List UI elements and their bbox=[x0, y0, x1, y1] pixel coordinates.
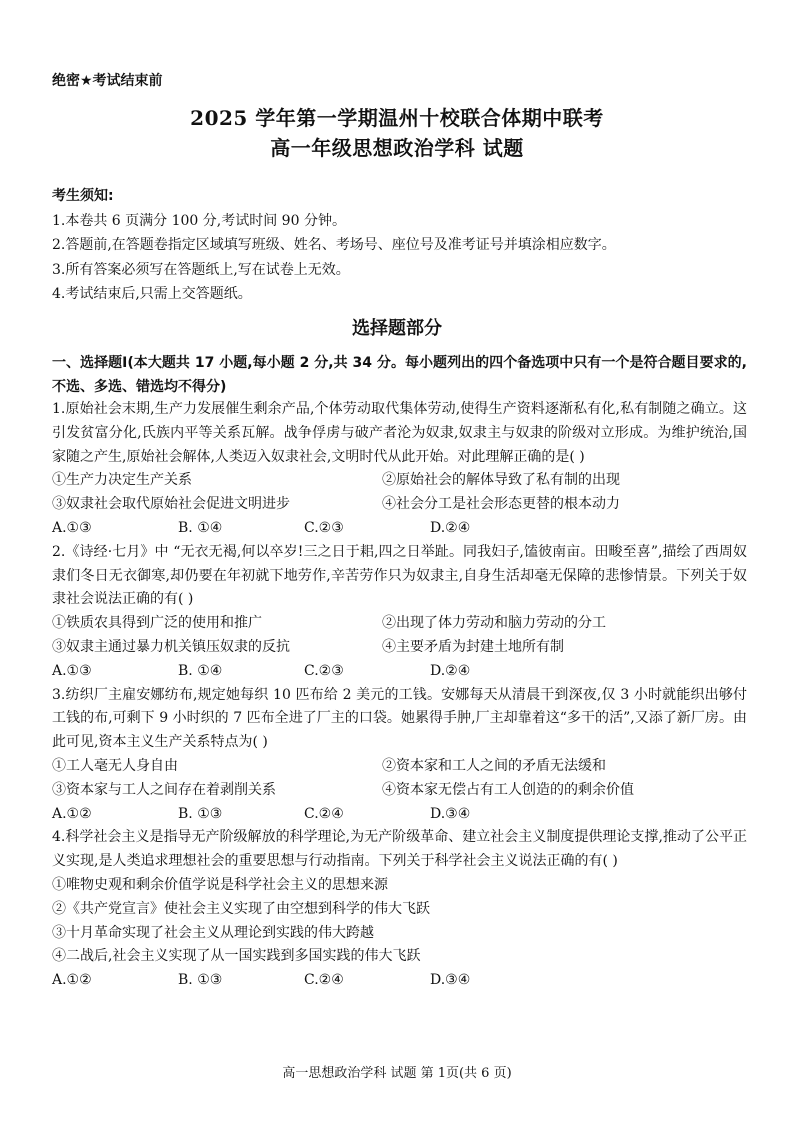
statement-option: ①铁质农具得到广泛的使用和推广 bbox=[52, 615, 262, 632]
answer-choices bbox=[52, 517, 747, 541]
answer-choice: B. ①③ bbox=[178, 805, 223, 822]
exam-title-line1: 2025 学年第一学期温州十校联合体期中联考 bbox=[190, 106, 604, 130]
notice-heading: 考生须知: bbox=[52, 188, 114, 204]
notice-item: 2.答题前,在答题卷指定区域填写班级、姓名、考场号、座位号及准考证号并填涂相应数字。 bbox=[52, 237, 616, 253]
answer-choices bbox=[52, 660, 747, 684]
statement-option: ④二战后,社会主义实现了从一国实践到多国实践的伟大飞跃 bbox=[52, 948, 421, 965]
statement-option: ①工人毫无人身自由 bbox=[52, 757, 178, 774]
question-list bbox=[52, 398, 747, 993]
statement-option: ②原始社会的解体导致了私有制的出现 bbox=[382, 472, 620, 489]
answer-choice: C.②④ bbox=[304, 805, 344, 822]
answer-choice: B. ①④ bbox=[178, 662, 223, 679]
notice-item: 3.所有答案必须写在答题纸上,写在试卷上无效。 bbox=[52, 261, 350, 278]
question bbox=[52, 826, 747, 993]
exam-title-line2: 高一年级思想政治学科 试题 bbox=[270, 136, 524, 160]
answer-choices bbox=[52, 803, 747, 827]
question-stem: 1.原始社会末期,生产力发展催生剩余产品,个体劳动取代集体劳动,使得生产资料逐渐私有化,私有制随之确立。这引发贫富分化,氏族内平等关系瓦解。战争俘虏与破产者沦为奴隶,奴隶主与奴隶的阶级对立形成。为维护统治,国家随之产生,原始社会解体,人类迈入奴隶社会,文明时代从此开始。对此理解正确的是( ) bbox=[52, 401, 747, 465]
answer-choice: D.③④ bbox=[430, 972, 471, 989]
statement-option: ③十月革命实现了社会主义从理论到实践的伟大跨越 bbox=[52, 924, 374, 941]
answer-choice: D.②④ bbox=[430, 519, 471, 536]
statement-option: ④主要矛盾为封建土地所有制 bbox=[382, 638, 564, 655]
answer-choice: D.③④ bbox=[430, 805, 471, 822]
page-footer: 高一思想政治学科 试题 第 1页(共 6 页) bbox=[282, 1066, 512, 1081]
answer-choice: A.①② bbox=[52, 972, 92, 989]
answer-choice: B. ①③ bbox=[178, 972, 223, 989]
answer-choice: A.①② bbox=[52, 805, 92, 822]
question bbox=[52, 541, 747, 684]
statement-option: ②出现了体力劳动和脑力劳动的分工 bbox=[382, 615, 606, 632]
statement-option: ③资本家与工人之间存在着剥削关系 bbox=[52, 781, 276, 798]
question-stem: 4.科学社会主义是指导无产阶级解放的科学理论,为无产阶级革命、建立社会主义制度提供理论支撑,推动了公平正义实现,是人类追求理想社会的重要思想与行动指南。下列关于科学社会主义说法正确的有( ) bbox=[52, 829, 747, 870]
section-title: 选择题部分 bbox=[352, 318, 442, 339]
question bbox=[52, 684, 747, 827]
answer-choices bbox=[52, 969, 747, 993]
answer-choice: A.①③ bbox=[52, 519, 92, 536]
question bbox=[52, 398, 747, 541]
answer-choice: C.②④ bbox=[304, 972, 344, 989]
answer-choice: C.②③ bbox=[304, 519, 344, 536]
statement-option: ③奴隶主通过暴力机关镇压奴隶的反抗 bbox=[52, 638, 290, 655]
statement-option: ①唯物史观和剩余价值学说是科学社会主义的思想来源 bbox=[52, 876, 388, 893]
answer-choice: D.②④ bbox=[430, 662, 471, 679]
question-stem: 3.纺织厂主雇安娜纺布,规定她每织 10 匹布给 2 美元的工钱。安娜每天从清晨干到深夜,仅 3 小时就能织出够付工钱的布,可剩下 9 小时织的 7 匹布全进了厂主的口袋。她累得手肿,厂主却靠着这“多干的活”,又添了新厂房。由此可见,资本主义生产关系特点为( ) bbox=[52, 686, 747, 751]
statement-option: ④社会分工是社会形态更替的根本动力 bbox=[382, 496, 620, 513]
statement-option: ①生产力决定生产关系 bbox=[52, 472, 192, 489]
statement-option: ④资本家无偿占有工人创造的的剩余价值 bbox=[382, 781, 634, 798]
confidential-label: 绝密★考试结束前 bbox=[52, 73, 163, 89]
statement-option: ③奴隶社会取代原始社会促进文明进步 bbox=[52, 496, 290, 513]
statement-option: ②《共产党宣言》使社会主义实现了由空想到科学的伟大飞跃 bbox=[52, 900, 430, 917]
part-header: 一、选择题Ⅰ(本大题共 17 小题,每小题 2 分,共 34 分。每小题列出的四个备选项中只有一个是符合题目要求的,不选、多选、错选均不得分) bbox=[52, 355, 747, 395]
question-stem: 2.《诗经·七月》中 “无衣无褐,何以卒岁!三之日于耜,四之日举趾。同我妇子,馌彼南亩。田畯至喜”,描绘了西周奴隶们冬日无衣御寒,却仍要在年初就下地劳作,辛苦劳作只为奴隶主,自身生活却毫无保障的悲惨情景。下列关于奴隶社会说法正确的有( ) bbox=[52, 543, 747, 608]
notice-item: 4.考试结束后,只需上交答题纸。 bbox=[52, 286, 252, 302]
answer-choice: A.①③ bbox=[52, 662, 92, 679]
notice-item: 1.本卷共 6 页满分 100 分,考试时间 90 分钟。 bbox=[52, 212, 346, 229]
answer-choice: B. ①④ bbox=[178, 519, 223, 536]
answer-choice: C.②③ bbox=[304, 662, 344, 679]
candidate-notice bbox=[52, 184, 752, 307]
statement-option: ②资本家和工人之间的矛盾无法缓和 bbox=[382, 757, 606, 774]
